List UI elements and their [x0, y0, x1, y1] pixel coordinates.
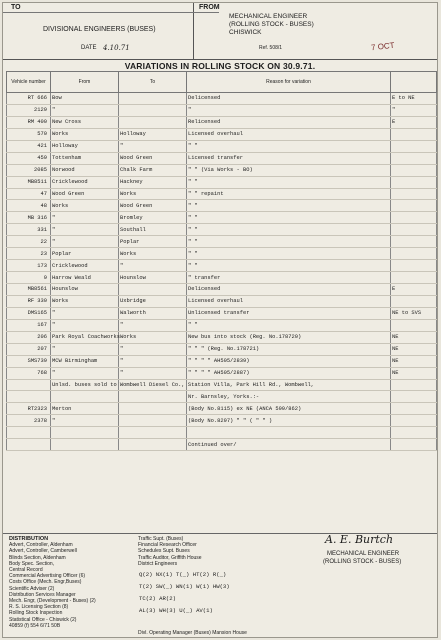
note-cell: NE to SVS	[391, 307, 437, 319]
reason-cell: Licensed overhaul	[187, 295, 391, 307]
vehicle-number-cell: 331	[7, 224, 51, 236]
to-cell: Walworth	[119, 307, 187, 319]
vehicle-number-cell	[7, 427, 51, 439]
note-cell	[391, 164, 437, 176]
reason-cell: " " repaint	[187, 188, 391, 200]
vehicle-number-cell	[7, 379, 51, 391]
note-cell	[391, 379, 437, 391]
signature-title-2: (ROLLING STOCK - BUSES)	[323, 559, 402, 565]
note-cell	[391, 295, 437, 307]
from-cell: Merton	[51, 403, 119, 415]
reason-cell: (Body No.8115) ex NE (ANCA 599/862)	[187, 403, 391, 415]
vehicle-number-cell: MB 316	[7, 212, 51, 224]
table-row	[7, 272, 437, 284]
from-cell	[51, 391, 119, 403]
depot-codes-line: T(2) SW(_) WN(1) W(1) HW(3)	[139, 583, 230, 590]
header-box	[3, 3, 437, 60]
note-cell	[391, 427, 437, 439]
from-cell: Hounslow	[51, 284, 119, 296]
reason-cell: " " " " AH505/2887)	[187, 367, 391, 379]
distribution-heading: DISTRIBUTION	[9, 536, 49, 542]
distribution-item: Schedules Supt. Buses	[138, 548, 190, 555]
note-cell	[391, 415, 437, 427]
from-cell: Holloway	[51, 140, 119, 152]
received-stamp: 7 OCT	[370, 40, 395, 53]
page-title: VARIATIONS IN ROLLING STOCK ON 30.9.71.	[124, 61, 316, 71]
vehicle-number-cell: 2085	[7, 164, 51, 176]
vehicle-number-cell: 9	[7, 272, 51, 284]
signature-title-1: MECHANICAL ENGINEER	[327, 551, 400, 557]
reason-cell: New bus into stock (Reg. No.178720)	[187, 331, 391, 343]
from-cell: "	[51, 307, 119, 319]
table-row	[7, 116, 437, 128]
note-cell: NE	[391, 367, 437, 379]
vehicle-number-cell: 206	[7, 331, 51, 343]
reason-cell: " "	[187, 212, 391, 224]
from-cell: Cricklewood	[51, 260, 119, 272]
from-cell: "	[51, 224, 119, 236]
table-row	[7, 307, 437, 319]
distribution-item: Blinds Section, Aldenham	[9, 554, 66, 561]
depot-codes-line: TC(2) AR(2)	[139, 595, 176, 602]
from-cell: "	[51, 415, 119, 427]
to-cell: Poplar	[119, 236, 187, 248]
reason-cell: Nr. Barnsley, Yorks.:-	[187, 391, 391, 403]
to-cell	[119, 93, 187, 105]
note-cell	[391, 439, 437, 451]
to-cell: Works	[119, 331, 187, 343]
vehicle-number-cell: MB8511	[7, 176, 51, 188]
from-cell: Cricklewood	[51, 176, 119, 188]
from-cell: Works	[51, 200, 119, 212]
reason-cell: " "	[187, 248, 391, 260]
to-cell	[119, 403, 187, 415]
vehicle-number-cell: 47	[7, 188, 51, 200]
table-row	[7, 379, 437, 391]
note-cell	[391, 224, 437, 236]
depot-codes	[139, 569, 230, 617]
table-row	[7, 331, 437, 343]
note-cell: NE	[391, 355, 437, 367]
from-cell: New Cross	[51, 116, 119, 128]
reason-cell: " "	[187, 319, 391, 331]
date-value: 4.10.71	[103, 44, 130, 52]
from-cell: Wood Green	[51, 188, 119, 200]
table-row	[7, 248, 437, 260]
distribution-item: Distribution Services Manager	[9, 591, 76, 598]
from-cell	[51, 427, 119, 439]
to-cell: "	[119, 367, 187, 379]
to-cell: Wood Green	[119, 200, 187, 212]
vehicle-number-cell: 2129	[7, 104, 51, 116]
from-cell: Bow	[51, 93, 119, 105]
note-cell	[391, 140, 437, 152]
vehicle-number-cell: 167	[7, 319, 51, 331]
table-row	[7, 188, 437, 200]
to-cell: Bromley	[119, 212, 187, 224]
vehicle-number-cell: 23	[7, 248, 51, 260]
from-line-1: MECHANICAL ENGINEER	[229, 13, 308, 20]
from-cell: "	[51, 236, 119, 248]
to-cell: Works	[119, 248, 187, 260]
col-header-reason: Reason for variation	[187, 72, 391, 93]
reason-cell: "	[187, 104, 391, 116]
reason-cell: " "	[187, 224, 391, 236]
reason-cell: " "	[187, 200, 391, 212]
date-label: DATE	[81, 45, 97, 51]
to-cell: Uxbridge	[119, 295, 187, 307]
vehicle-number-cell: DMS165	[7, 307, 51, 319]
distribution-item: Rolling Stock Inspection	[9, 610, 63, 617]
distribution-item: Commercial Advertising Officer (6)	[9, 573, 86, 580]
table-row	[7, 176, 437, 188]
to-cell	[119, 427, 187, 439]
reason-cell	[187, 427, 391, 439]
to-cell: Holloway	[119, 128, 187, 140]
table-row	[7, 200, 437, 212]
note-cell	[391, 236, 437, 248]
distribution-item: Scientific Adviser (2)	[9, 585, 55, 592]
table-row	[7, 319, 437, 331]
note-cell	[391, 188, 437, 200]
from-cell: Tottenham	[51, 152, 119, 164]
table-row	[7, 439, 437, 451]
reason-cell: " transfer	[187, 272, 391, 284]
vehicle-number-cell: 22	[7, 236, 51, 248]
vehicle-number-cell: RF 330	[7, 295, 51, 307]
note-cell	[391, 403, 437, 415]
note-cell	[391, 176, 437, 188]
table-row	[7, 140, 437, 152]
reason-cell: " "	[187, 176, 391, 188]
vehicle-number-cell: 173	[7, 260, 51, 272]
table-row	[7, 224, 437, 236]
reason-cell: Relicensed	[187, 116, 391, 128]
reason-cell: " "	[187, 140, 391, 152]
reason-cell: Unlicensed transfer	[187, 307, 391, 319]
from-cell: "	[51, 212, 119, 224]
distribution-item: Statistical Office - Chiswick (2)	[9, 616, 77, 623]
to-label: TO	[11, 4, 21, 11]
to-cell: Hackney	[119, 176, 187, 188]
note-cell	[391, 248, 437, 260]
variations-table	[6, 71, 437, 451]
table-row	[7, 403, 437, 415]
table-row	[7, 93, 437, 105]
to-cell: Chalk Farm	[119, 164, 187, 176]
table-row	[7, 164, 437, 176]
from-line-2: (ROLLING STOCK - BUSES)	[229, 21, 314, 28]
from-cell: Park Royal Coachworks	[51, 331, 119, 343]
reason-cell: Continued over/	[187, 439, 391, 451]
note-cell: E	[391, 284, 437, 296]
note-cell	[391, 128, 437, 140]
reason-cell: " " " (Reg. No.178721)	[187, 343, 391, 355]
depot-codes-line: AL(3) WH(3) U(_) AV(1)	[139, 607, 213, 614]
to-cell	[119, 116, 187, 128]
table-row	[7, 343, 437, 355]
reason-cell: Licensed overhaul	[187, 128, 391, 140]
to-cell	[119, 391, 187, 403]
col-header-blank	[391, 72, 437, 93]
table-row	[7, 427, 437, 439]
from-cell: MCW Birmingham	[51, 355, 119, 367]
vehicle-number-cell: RM 400	[7, 116, 51, 128]
reason-cell: (Body No.8297) " " ( " " )	[187, 415, 391, 427]
depot-codes-line: Q(2) NX(1) T(_) HT(2) R(_)	[139, 571, 227, 578]
ref-label: Ref. 508/1	[259, 45, 283, 51]
from-cell: "	[51, 367, 119, 379]
to-cell: "	[119, 260, 187, 272]
reason-cell: Licensed transfer	[187, 152, 391, 164]
note-cell: NE	[391, 331, 437, 343]
from-cell: Poplar	[51, 248, 119, 260]
vehicle-number-cell: 2378	[7, 415, 51, 427]
reason-cell: " " (Via Works - BO)	[187, 164, 391, 176]
vehicle-number-cell: 768	[7, 367, 51, 379]
to-cell	[119, 415, 187, 427]
from-cell: Norwood	[51, 164, 119, 176]
vehicle-number-cell: 48	[7, 200, 51, 212]
note-cell	[391, 391, 437, 403]
to-cell	[119, 284, 187, 296]
vehicle-number-cell: MB8561	[7, 284, 51, 296]
reason-cell: " " " " AH505/2839)	[187, 355, 391, 367]
col-header-from: From	[51, 72, 119, 93]
to-cell	[119, 439, 187, 451]
vehicle-number-cell: 207	[7, 343, 51, 355]
table-row	[7, 152, 437, 164]
vehicle-number-cell	[7, 439, 51, 451]
reason-cell: Delicensed	[187, 284, 391, 296]
reason-cell: " "	[187, 260, 391, 272]
table-row	[7, 295, 437, 307]
distribution-item: Central Record	[9, 567, 43, 574]
table-row	[7, 391, 437, 403]
header-rule-right	[193, 12, 219, 13]
stock-variation-sheet	[2, 2, 438, 638]
to-cell: Works	[119, 188, 187, 200]
from-cell: Harrow Weald	[51, 272, 119, 284]
distribution-item: Advert, Controller, Camberwell	[9, 548, 77, 555]
distribution-item: District Engineers	[138, 560, 178, 567]
note-cell: "	[391, 104, 437, 116]
from-cell: Works	[51, 128, 119, 140]
note-cell: NE	[391, 343, 437, 355]
to-cell: "	[119, 355, 187, 367]
to-value: DIVISIONAL ENGINEERS (BUSES)	[43, 26, 156, 33]
from-line-3: CHISWICK	[229, 29, 262, 36]
note-cell	[391, 200, 437, 212]
distribution-item: Costs Office (Mech. Engr,Buses)	[9, 579, 82, 586]
distribution-footer: Divl. Operating Manager (Buses) Mansion House	[138, 630, 247, 636]
to-cell: "	[119, 319, 187, 331]
distribution-item: Body Spec. Section,	[9, 560, 55, 567]
distribution-item: R. S. Licensing Section (8)	[9, 604, 69, 611]
col-header-to: To	[119, 72, 187, 93]
from-cell: "	[51, 104, 119, 116]
table-body	[7, 93, 437, 451]
handwritten-signature: A. E. Burtch	[325, 533, 394, 546]
table-row	[7, 415, 437, 427]
to-cell: Wood Green	[119, 152, 187, 164]
from-cell	[51, 439, 119, 451]
reason-cell: " "	[187, 236, 391, 248]
note-cell: E to NE	[391, 93, 437, 105]
distribution-item: Financial Research Officer	[138, 542, 197, 549]
distribution-item: Traffic Auditor, Griffith House	[138, 554, 202, 561]
note-cell: E	[391, 116, 437, 128]
from-cell: "	[51, 343, 119, 355]
vehicle-number-cell: 570	[7, 128, 51, 140]
table-row	[7, 212, 437, 224]
vehicle-number-cell: RT 666	[7, 93, 51, 105]
to-cell: "	[119, 343, 187, 355]
from-cell: Unlsd. buses sold to Wombwell Diesel Co., Station Villa, Park Hill Rd., Wombwell,	[51, 379, 119, 391]
note-cell	[391, 212, 437, 224]
header-rule	[3, 12, 193, 13]
table-row	[7, 284, 437, 296]
table-row	[7, 260, 437, 272]
distribution-item: Traffic Supt. (Buses)	[138, 536, 184, 542]
vehicle-number-cell	[7, 391, 51, 403]
table-row	[7, 128, 437, 140]
table-header-row	[7, 72, 437, 93]
from-cell: "	[51, 319, 119, 331]
form-number: 40859 (f) 554 6/71 50B	[9, 622, 61, 629]
distribution-item: Advert, Controller, Aldenham	[9, 542, 73, 549]
from-cell: Works	[51, 295, 119, 307]
note-cell	[391, 260, 437, 272]
vehicle-number-cell: SMS739	[7, 355, 51, 367]
vehicle-number-cell: 459	[7, 152, 51, 164]
reason-cell: Delicensed	[187, 93, 391, 105]
distribution-item: Mech. Engr, (Development - Buses) (2)	[9, 598, 96, 605]
vehicle-number-cell: 421	[7, 140, 51, 152]
vehicle-number-cell: RT2323	[7, 403, 51, 415]
note-cell	[391, 272, 437, 284]
note-cell	[391, 319, 437, 331]
to-cell	[119, 104, 187, 116]
table-row	[7, 236, 437, 248]
to-cell: Hounslow	[119, 272, 187, 284]
table-row	[7, 104, 437, 116]
distribution-left	[9, 536, 96, 629]
distribution-right	[138, 536, 202, 567]
to-cell: "	[119, 140, 187, 152]
to-cell: Southall	[119, 224, 187, 236]
col-header-vehicle: Vehicle number	[7, 72, 51, 93]
note-cell	[391, 152, 437, 164]
from-label: FROM	[199, 4, 220, 11]
table-row	[7, 355, 437, 367]
table-row	[7, 367, 437, 379]
